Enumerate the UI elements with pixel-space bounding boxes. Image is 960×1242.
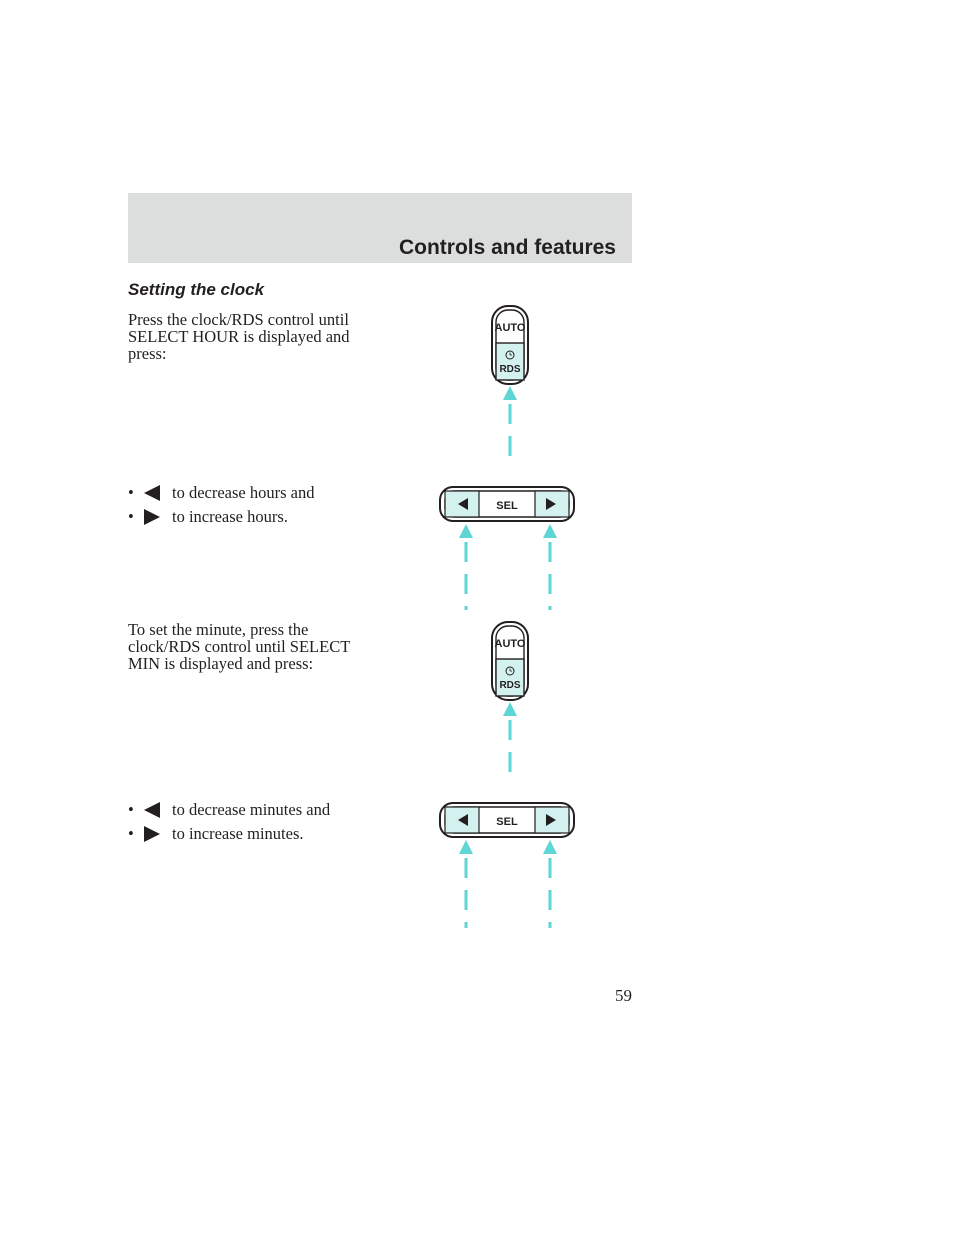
rds-label: RDS	[499, 364, 521, 375]
bullet-text: to decrease hours and	[172, 483, 315, 502]
sel-figure-1	[436, 484, 580, 614]
right-triangle-icon	[142, 508, 172, 526]
rds-label: RDS	[499, 680, 521, 691]
auto-rds-figure-1	[480, 300, 540, 470]
up-arrow-icon	[503, 702, 517, 782]
up-arrow-icon	[543, 840, 557, 928]
bullet-decrease-minutes: • to decrease minutes and	[128, 800, 331, 819]
bullet-decrease-hours: • to decrease hours and	[128, 483, 315, 502]
sel-label: SEL	[496, 500, 518, 512]
minute-paragraph: To set the minute, press the clock/RDS control until SELECT MIN is displayed and press:	[128, 620, 350, 673]
bullet-text: to increase hours.	[172, 507, 288, 526]
section-title: Controls and features	[398, 236, 616, 259]
left-triangle-icon	[142, 484, 172, 502]
page-number: 59	[615, 986, 632, 1005]
up-arrow-icon	[543, 524, 557, 610]
up-arrow-icon	[459, 840, 473, 928]
up-arrow-icon	[459, 524, 473, 610]
bullet-text: to increase minutes.	[172, 824, 304, 843]
up-arrow-icon	[503, 386, 517, 466]
intro-paragraph: Press the clock/RDS control until SELECT HOUR is displayed and press:	[128, 310, 350, 363]
auto-label: AUTO	[494, 638, 526, 650]
auto-label: AUTO	[494, 322, 526, 334]
section-heading: Setting the clock	[128, 280, 265, 299]
bullet-increase-minutes: • to increase minutes.	[128, 824, 304, 843]
bullet-increase-hours: • to increase hours.	[128, 507, 288, 526]
left-triangle-icon	[142, 801, 172, 819]
bullet-text: to decrease minutes and	[172, 800, 331, 819]
sel-label: SEL	[496, 816, 518, 828]
right-triangle-icon	[142, 825, 172, 843]
auto-rds-figure-2	[480, 616, 540, 786]
header-band	[128, 193, 632, 263]
sel-figure-2	[436, 800, 580, 932]
